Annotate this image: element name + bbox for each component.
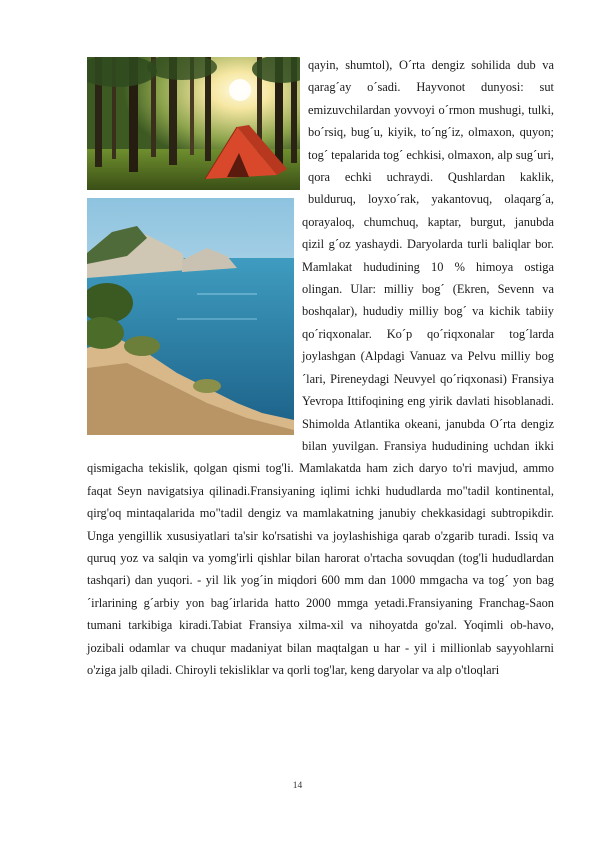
body-text: qayin, shumtol), O´rta dengiz sohilida dub va qarag´ay o´sadi. Hayvonot dunyosi: sut emizuvchilardan yovvoyi o´rmon mushugi, tulki, bo´rsiq, bug´u, kiyik, to´ng´iz, olmaxon, quyon; tog´ tepalarida tog´ echkisi, olmaxon, alp sug´uri, qora echki uchraydi. Qushlardan kaklik, bulduruq, loyxo´rak, yakantovuq, olaqarg´a, qorayaloq, chumchuq, kaptar, burgut, janubda qizil g´oz yashaydi. Daryolarda turli baliqlar bor. Mamlakat hududining 10 % himoya ostiga olingan. Ular: milliy bog´ (Ekren, Sevenn va boshqalar), hududiy milliy bog´ va kichik tabiiy qo´riqxonalar. Ko´p qo´riqxonalar tog´larda joylashgan (Alpdagi Vanuaz va Pelvu milliy bog´lari, Pireneydagi Neuvyel qo´riqxonasi) Fransiya Yevropa Ittifoqining eng yirik davlati hisoblanadi. Shimolda Atlantika okeani, janubda O´rta dengiz bilan yuvilgan. Fransiya hududining uchdan ikki qismigacha tekislik, qolgan qismi tog'li. Mamlakatda ham zich daryo to'ri mavjud, ammo faqat Seyn navigatsiya qilinadi.Fransiyaning iqlimi ichki hududlarda mo"tadil kontinental, qirg'oq mintaqalarida mo"tadil dengiz va mamlakatning janubiy chekkasidagi subtropikdir. Unga yengillik xususiyatlari ta'sir ko'rsatishi va joylashishiga qarab o'zgarib turadi. Issiq va quruq yoz va salqin va yomg'irli qishlar bilan harorat o'rtacha sovuqdan (tog'li hududlardan tashqari) dan yuqori. - yil lik yog´in miqdori 600 mm dan 1000 mmgacha va tog´ yon bag´irlarining g´arbiy yon bag´irlarida hatto 2000 mmga yetadi.Fransiyaning Franchag-Saon tumani tarkibiga kiradi.Tabiat Fransiya xilma-xil va nihoyatda go'zal. Yoqimli ob-havo, jozibali odamlar va chuqur madaniyat bilan maqtalgan u har - yil i millionlab sayyohlarni o'ziga jalb qiladi. Chiroyli tekisliklar va qorli tog'lar, keng daryolar va alp o'tloqlari: [87, 58, 554, 677]
page-number: 14: [292, 781, 303, 791]
body-content: [87, 54, 554, 681]
forest-tent-photo: [87, 57, 300, 190]
coastal-cliffs-photo: [87, 198, 294, 435]
